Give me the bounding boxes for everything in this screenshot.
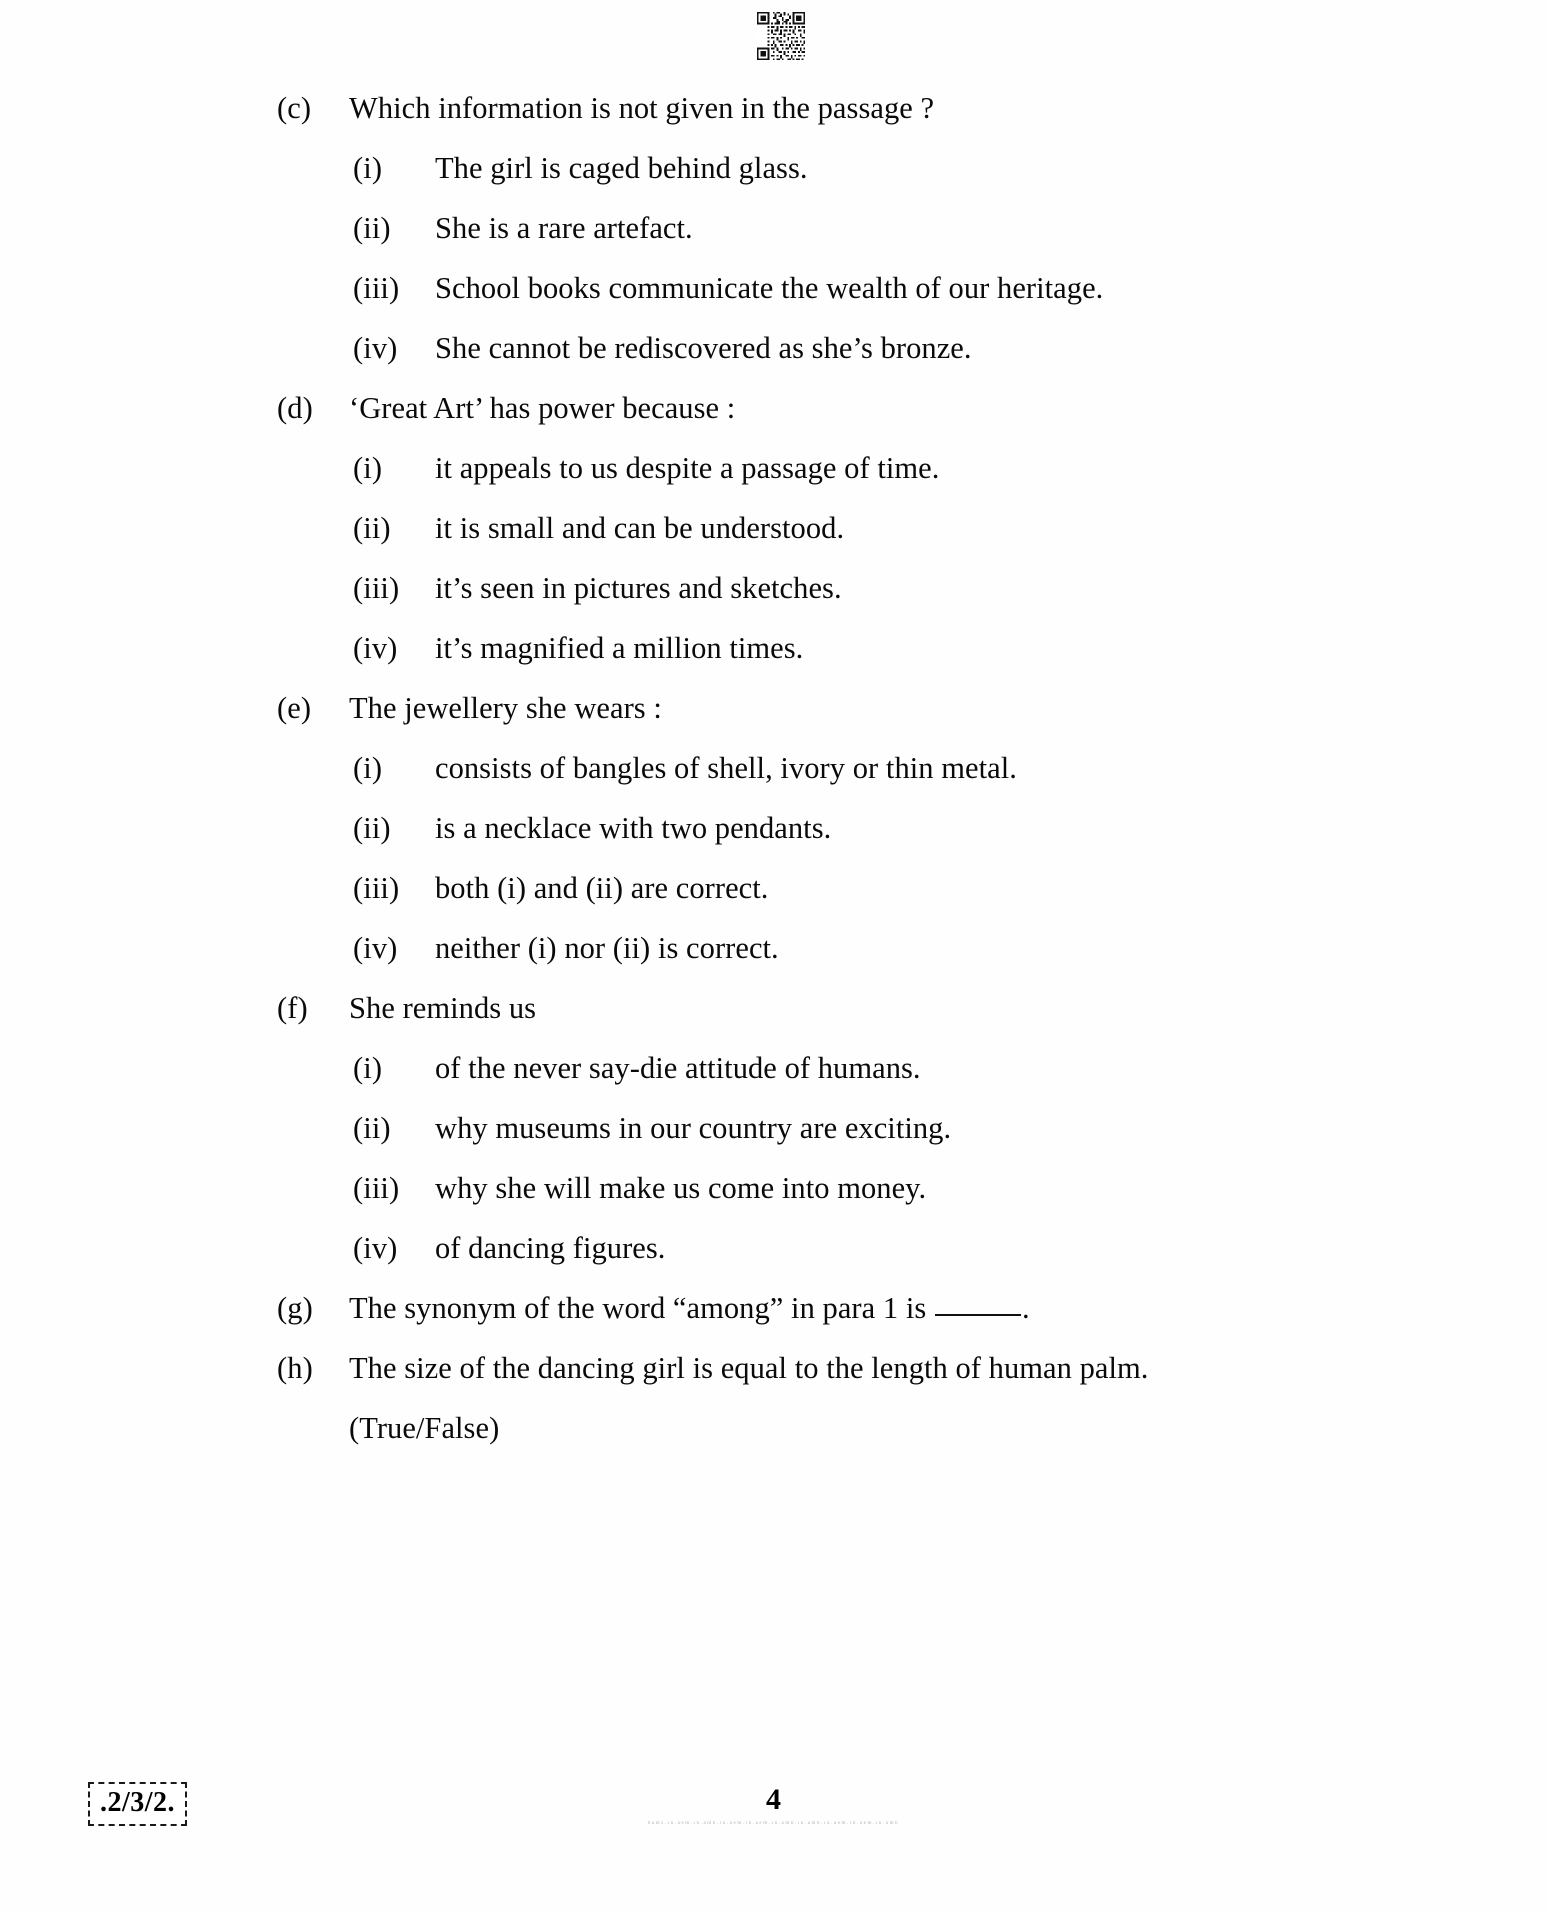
option-marker: (iv) bbox=[353, 931, 398, 965]
question-block-g bbox=[0, 1278, 1547, 1338]
answer-blank-g[interactable] bbox=[935, 1314, 1021, 1316]
question-text-d: ‘Great Art’ has power because : bbox=[349, 391, 736, 425]
option-row[interactable] bbox=[0, 1158, 1547, 1218]
option-marker: (ii) bbox=[353, 811, 391, 845]
option-marker: (i) bbox=[353, 751, 383, 785]
question-list bbox=[0, 78, 1547, 1458]
option-row[interactable] bbox=[0, 198, 1547, 258]
question-row bbox=[0, 1338, 1547, 1458]
question-row bbox=[0, 78, 1547, 138]
question-row bbox=[0, 978, 1547, 1038]
question-block-e bbox=[0, 678, 1547, 978]
question-text-g-after-blank: . bbox=[1022, 1291, 1030, 1325]
question-label-g: (g) bbox=[277, 1291, 313, 1325]
option-text: The girl is caged behind glass. bbox=[435, 151, 808, 185]
option-text: is a necklace with two pendants. bbox=[435, 811, 832, 845]
option-row[interactable] bbox=[0, 558, 1547, 618]
question-label-e: (e) bbox=[277, 691, 312, 725]
question-row bbox=[0, 1278, 1547, 1338]
question-row bbox=[0, 678, 1547, 738]
question-block-c bbox=[0, 78, 1547, 378]
option-marker: (ii) bbox=[353, 1111, 391, 1145]
option-row[interactable] bbox=[0, 318, 1547, 378]
option-marker: (i) bbox=[353, 1051, 383, 1085]
question-block-h bbox=[0, 1338, 1547, 1458]
option-marker: (iv) bbox=[353, 631, 398, 665]
option-text: it appeals to us despite a passage of time. bbox=[435, 451, 940, 485]
question-row bbox=[0, 378, 1547, 438]
option-text: of the never say-die attitude of humans. bbox=[435, 1051, 921, 1085]
question-text-h: The size of the dancing girl is equal to the length of human palm. (True/False) bbox=[349, 1351, 1149, 1445]
page-footer bbox=[0, 1764, 1547, 1914]
question-text-e: The jewellery she wears : bbox=[349, 691, 662, 725]
option-row[interactable] bbox=[0, 858, 1547, 918]
option-text: neither (i) nor (ii) is correct. bbox=[435, 931, 779, 965]
option-row[interactable] bbox=[0, 1038, 1547, 1098]
paper-code-box: .2/3/2. bbox=[88, 1782, 187, 1826]
option-row[interactable] bbox=[0, 1098, 1547, 1158]
option-text: both (i) and (ii) are correct. bbox=[435, 871, 769, 905]
option-text: it’s seen in pictures and sketches. bbox=[435, 571, 842, 605]
option-text: consists of bangles of shell, ivory or thin metal. bbox=[435, 751, 1017, 785]
question-text-g bbox=[349, 1278, 1189, 1338]
option-row[interactable] bbox=[0, 918, 1547, 978]
option-text: She cannot be rediscovered as she’s bronze. bbox=[435, 331, 972, 365]
option-row[interactable] bbox=[0, 738, 1547, 798]
question-text-g-before-blank: The synonym of the word “among” in para 1 is bbox=[349, 1291, 934, 1325]
option-row[interactable] bbox=[0, 498, 1547, 558]
option-row[interactable] bbox=[0, 438, 1547, 498]
option-text: why she will make us come into money. bbox=[435, 1171, 927, 1205]
question-text-c: Which information is not given in the passage ? bbox=[349, 91, 935, 125]
option-row[interactable] bbox=[0, 138, 1547, 198]
option-marker: (iv) bbox=[353, 1231, 398, 1265]
option-row[interactable] bbox=[0, 1218, 1547, 1278]
option-text: why museums in our country are exciting. bbox=[435, 1111, 952, 1145]
option-text: She is a rare artefact. bbox=[435, 211, 693, 245]
option-marker: (iii) bbox=[353, 1171, 400, 1205]
question-block-d bbox=[0, 378, 1547, 678]
option-text: it’s magnified a million times. bbox=[435, 631, 804, 665]
option-marker: (iii) bbox=[353, 571, 400, 605]
page-number: 4 bbox=[766, 1783, 781, 1816]
question-label-c: (c) bbox=[277, 91, 312, 125]
question-label-d: (d) bbox=[277, 391, 313, 425]
option-marker: (i) bbox=[353, 151, 383, 185]
option-row[interactable] bbox=[0, 618, 1547, 678]
option-marker: (iii) bbox=[353, 871, 400, 905]
option-marker: (ii) bbox=[353, 211, 391, 245]
question-block-f bbox=[0, 978, 1547, 1278]
option-text: of dancing figures. bbox=[435, 1231, 666, 1265]
question-label-h: (h) bbox=[277, 1351, 313, 1385]
qr-code-icon bbox=[742, 10, 820, 62]
option-marker: (iv) bbox=[353, 331, 398, 365]
option-row[interactable] bbox=[0, 258, 1547, 318]
question-label-f: (f) bbox=[277, 991, 308, 1025]
option-marker: (i) bbox=[353, 451, 383, 485]
question-text-f: She reminds us bbox=[349, 991, 537, 1025]
option-marker: (ii) bbox=[353, 511, 391, 545]
option-row[interactable] bbox=[0, 798, 1547, 858]
footer-microtext: bams.in.aem.in.amb.in.aem.in.aem.in.amb.in.amb.in.aem.in.aem.in.amb bbox=[647, 1821, 900, 1826]
option-marker: (iii) bbox=[353, 271, 400, 305]
option-text: it is small and can be understood. bbox=[435, 511, 845, 545]
option-text: School books communicate the wealth of our heritage. bbox=[435, 271, 1104, 305]
